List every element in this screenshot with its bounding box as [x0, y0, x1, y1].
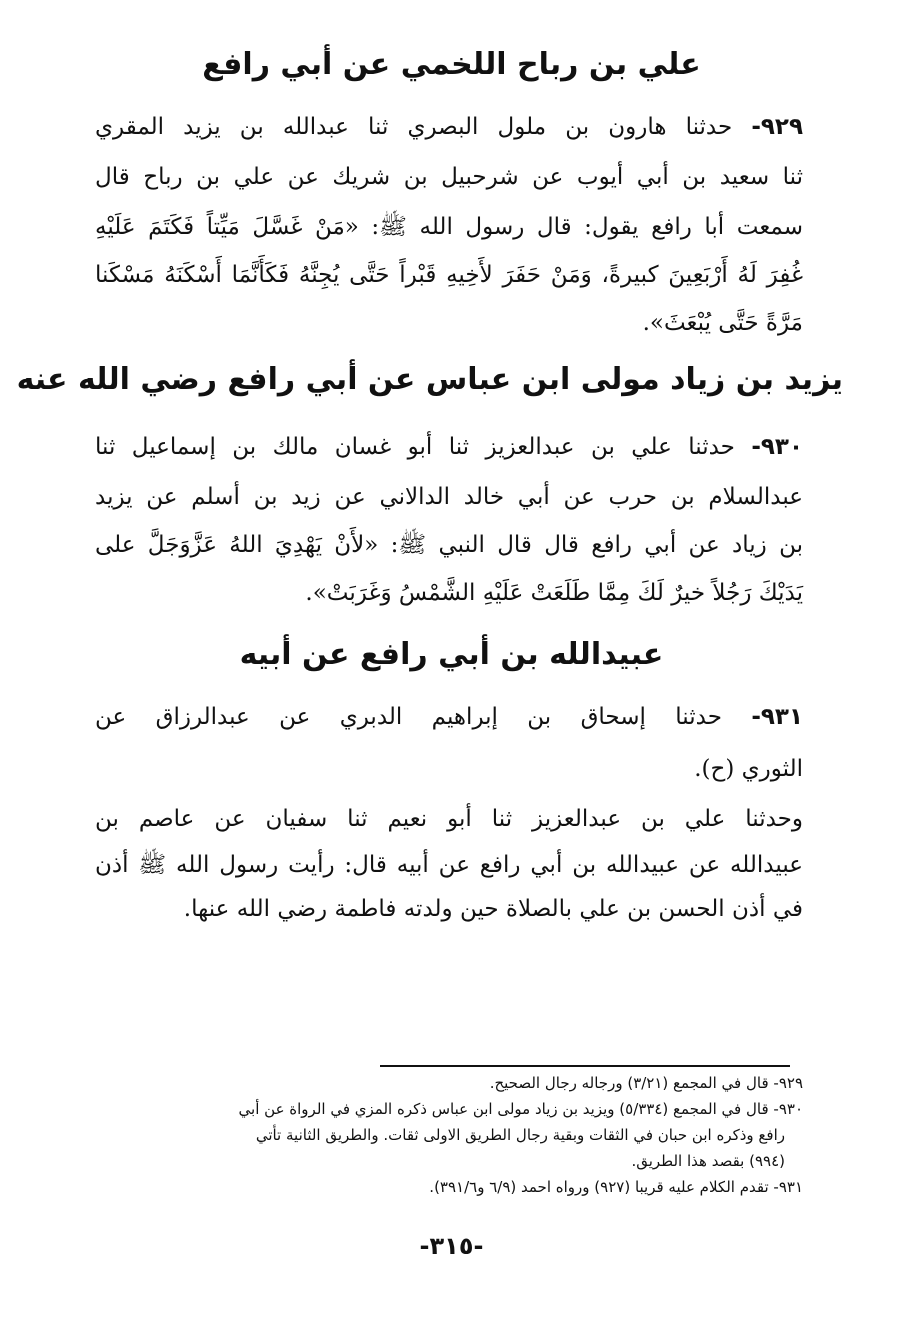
footnote-929: ٩٢٩- قال في المجمع (٣/٢١) ورجاله رجال الصحيح.: [489, 1074, 803, 1092]
footnote-930-line-2: رافع وذكره ابن حبان في الثقات وبقية رجال الطريق الاولى ثقات. والطريق الثانية تأتي: [255, 1126, 785, 1144]
hadith-number: ٩٢٩-: [751, 114, 804, 140]
hadith-929-line-4: غُفِرَ لَهُ أَرْبَعِينَ كبيرةً، وَمَنْ حَفَرَ لأَخِيهِ قَبْراً حَتَّى يُجِنَّهُ فَكَأَنَّمَا أَسْكَنَهُ مَسْكَنا: [95, 262, 803, 288]
hadith-text: حدثنا علي بن عبدالعزيز ثنا أبو غسان مالك بن إسماعيل ثنا: [95, 434, 735, 460]
hadith-number: ٩٣٠-: [751, 434, 803, 460]
footnote-930-line-1: ٩٣٠- قال في المجمع (٥/٣٣٤) ويزيد بن زياد مولى ابن عباس ذكره المزي في الرواة عن أبي: [238, 1100, 803, 1118]
hadith-931-line-4: عبيدالله عن عبيدالله بن أبي رافع عن أبيه قال: رأيت رسول الله ﷺ أذن: [95, 852, 803, 878]
hadith-931-line-2: الثوري (ح).: [694, 756, 803, 782]
footnote-931: ٩٣١- تقدم الكلام عليه قريبا (٩٢٧) ورواه احمد (٦/٩ و٣٩١/٦).: [429, 1178, 803, 1196]
hadith-text: حدثنا إسحاق بن إبراهيم الدبري عن عبدالرزاق عن: [95, 704, 722, 730]
section-heading-ali-ibn-rabah: علي بن رباح اللخمي عن أبي رافع: [202, 47, 701, 82]
hadith-929-line-5: مَرَّةً حَتَّى يُبْعَثَ».: [642, 310, 803, 336]
hadith-931-line-3: وحدثنا علي بن عبدالعزيز ثنا أبو نعيم ثنا سفيان عن عاصم بن: [95, 806, 803, 832]
hadith-929-line-2: ثنا سعيد بن أبي أيوب عن شرحبيل بن شريك عن علي بن رباح قال: [95, 164, 803, 190]
hadith-930-line-1: [95, 430, 803, 464]
footnote-divider: [380, 1065, 790, 1067]
hadith-931-line-1: [95, 700, 803, 734]
section-heading-yazid-ibn-ziyad: يزيد بن زياد مولى ابن عباس عن أبي رافع رضي الله عنه: [16, 362, 843, 397]
hadith-number: ٩٣١-: [751, 704, 803, 730]
hadith-931-line-5: في أذن الحسن بن علي بالصلاة حين ولدته فاطمة رضي الله عنها.: [183, 896, 803, 922]
footnote-930-line-3: (٩٩٤) بقصد هذا الطريق.: [631, 1152, 785, 1170]
section-heading-ubaydullah: عبيدالله بن أبي رافع عن أبيه: [239, 637, 664, 672]
hadith-930-line-4: يَدَيْكَ رَجُلاً خيرٌ لَكَ مِمَّا طَلَعَتْ عَلَيْهِ الشَّمْسُ وَغَرَبَتْ».: [305, 580, 803, 606]
hadith-text: حدثنا هارون بن ملول البصري ثنا عبدالله بن يزيد المقري: [95, 114, 733, 140]
page-number: -٣١٥-: [419, 1232, 484, 1260]
hadith-929-line-3: سمعت أبا رافع يقول: قال رسول الله ﷺ: «مَنْ غَسَّلَ مَيِّتاً فَكَتَمَ عَلَيْهِ: [95, 214, 803, 240]
hadith-929-line-1: [95, 110, 803, 144]
hadith-930-line-2: عبدالسلام بن حرب عن أبي خالد الدالاني عن زيد بن أسلم عن يزيد: [95, 484, 803, 510]
hadith-930-line-3: بن زياد عن أبي رافع قال قال النبي ﷺ: «لأَنْ يَهْدِيَ اللهُ عَزَّوَجَلَّ على: [95, 532, 803, 558]
